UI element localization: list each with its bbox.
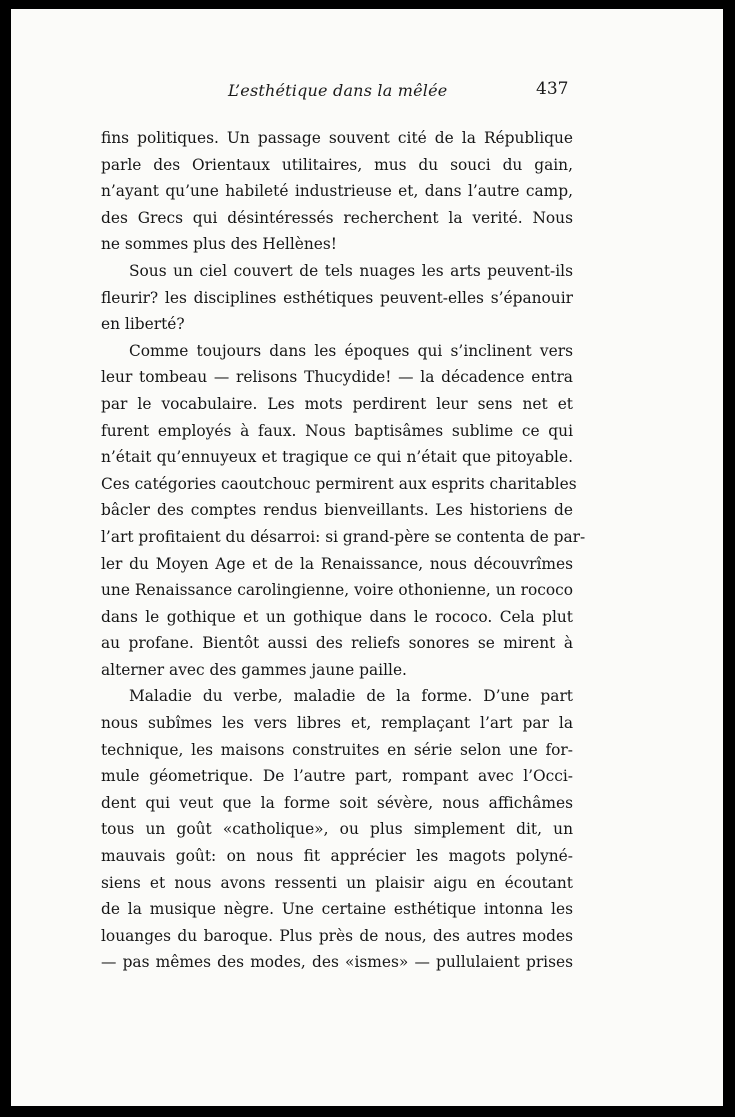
text-line: furent employés à faux. Nous baptisâmes sublime ce qui [101, 421, 573, 440]
text-line: fins politiques. Un passage souvent cité de la République [101, 129, 573, 147]
page-header [11, 81, 723, 105]
text-line: technique, les maisons construites en série selon une for- [101, 740, 573, 759]
text-line: l’art profitaient du désarroi: si grand-père se contenta de par- [101, 527, 586, 546]
text-line: dans le gothique et un gothique dans le rococo. Cela plut [101, 607, 573, 626]
text-line: mauvais goût: on nous fit apprécier les magots polyné- [101, 847, 573, 866]
page-number: 437 [536, 79, 569, 99]
text-line: de la musique nègre. Une certaine esthétique intonna les [101, 900, 573, 919]
running-title: L’esthétique dans la mêlée [228, 81, 448, 100]
text-line: fleurir? les disciplines esthétiques peuvent-elles s’épanouir [101, 288, 573, 307]
text-line: n’ayant qu’une habileté industrieuse et, dans l’autre camp, [101, 182, 573, 201]
text-line: au profane. Bientôt aussi des reliefs sonores se mirent à [101, 634, 573, 653]
text-line: n’était qu’ennuyeux et tragique ce qui n’était que pitoyable. [101, 448, 573, 467]
body-text [101, 125, 586, 976]
text-line: Ces catégories caoutchouc permirent aux esprits charitables [101, 474, 577, 493]
text-line: ler du Moyen Age et de la Renaissance, nous découvrîmes [101, 554, 573, 573]
text-line: nous subîmes les vers libres et, remplaçant l’art par la [101, 714, 573, 733]
text-line: alterner avec des gammes jaune paille. [101, 660, 407, 679]
text-line: dent qui veut que la forme soit sévère, nous affichâmes [101, 793, 573, 812]
text-line: leur tombeau — relisons Thucydide! — la décadence entra [101, 368, 573, 387]
text-line: siens et nous avons ressenti un plaisir aigu en écoutant [101, 873, 573, 892]
text-line: bâcler des comptes rendus bienveillants. Les historiens de [101, 501, 573, 520]
text-line: Sous un ciel couvert de tels nuages les arts peuvent-ils [129, 261, 573, 280]
text-line: louanges du baroque. Plus près de nous, des autres modes [101, 926, 573, 945]
book-page [11, 9, 723, 1106]
text-line: tous un goût «catholique», ou plus simplement dit, un [101, 820, 573, 839]
text-line: — pas mêmes des modes, des «ismes» — pullulaient prises [101, 953, 573, 972]
text-line: des Grecs qui désintéressés recherchent la verité. Nous [101, 208, 573, 227]
text-line: mule géometrique. De l’autre part, rompant avec l’Occi- [101, 767, 573, 786]
text-line: ne sommes plus des Hellènes! [101, 235, 337, 254]
text-line: par le vocabulaire. Les mots perdirent leur sens net et [101, 394, 573, 413]
text-line: Comme toujours dans les époques qui s’inclinent vers [129, 341, 573, 360]
text-line: en liberté? [101, 315, 185, 334]
text-line: parle des Orientaux utilitaires, mus du souci du gain, [101, 155, 573, 174]
text-line: une Renaissance carolingienne, voire othonienne, un rococo [101, 581, 573, 600]
text-line: Maladie du verbe, maladie de la forme. D’une part [129, 687, 573, 706]
